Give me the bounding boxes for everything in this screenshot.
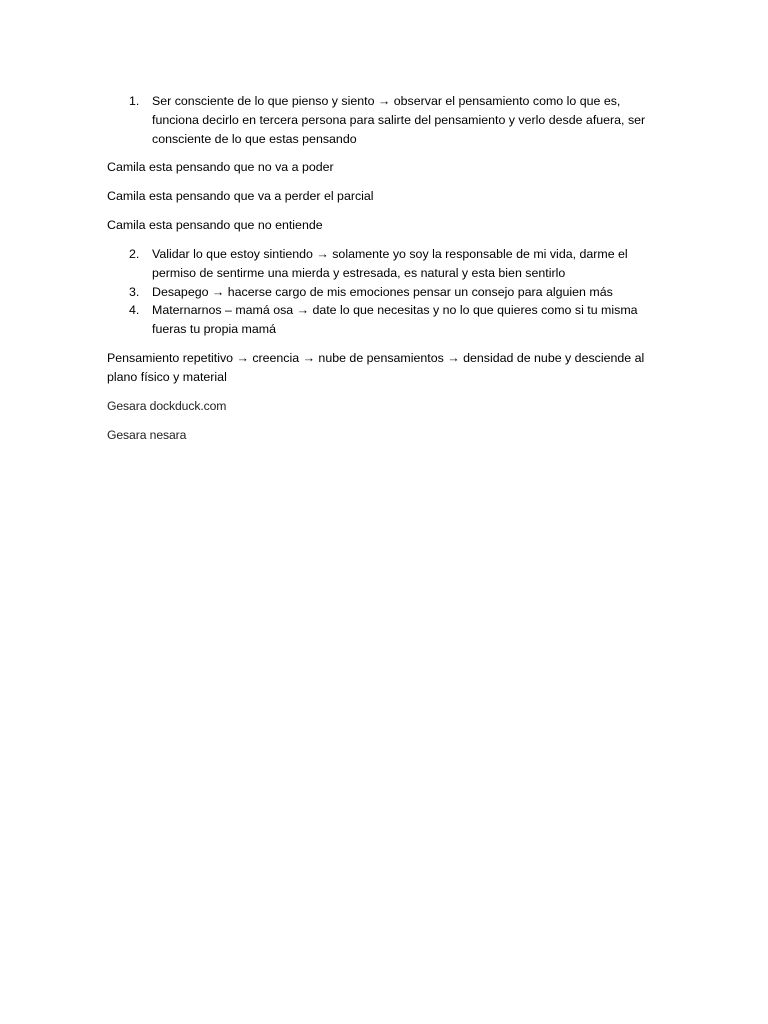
list-item-text: Desapego → hacerse cargo de mis emociones pensar un consejo para alguien más <box>152 284 613 299</box>
paragraph: Camila esta pensando que no va a poder <box>107 160 334 174</box>
list-number: 2. <box>129 247 140 261</box>
list-item-text: Ser consciente de lo que pienso y siento → observar el pensamiento como lo que es, funciona decirlo en tercera persona para salirte del pensamiento y verlo desde afuera, ser consciente de lo que estas pensando <box>152 94 646 146</box>
list-item <box>107 301 667 339</box>
list-number: 1. <box>129 94 140 108</box>
paragraph: Gesara dockduck.com <box>107 399 227 413</box>
list-item-text: Maternarnos – mamá osa → date lo que necesitas y no lo que quieres como si tu misma fueras tu propia mamá <box>152 303 638 337</box>
paragraph: Pensamiento repetitivo → creencia → nube de pensamientos → densidad de nube y desciende al plano físico y material <box>107 351 645 384</box>
list-item-text: Validar lo que estoy sintiendo → solamente yo soy la responsable de mi vida, darme el permiso de sentirme una mierda y estresada, es natural y esta bien sentirlo <box>152 247 628 280</box>
paragraph: Camila esta pensando que va a perder el parcial <box>107 189 374 203</box>
numbered-list-2 <box>107 245 667 339</box>
paragraph: Camila esta pensando que no entiende <box>107 218 323 232</box>
list-item <box>107 283 667 302</box>
list-item <box>107 92 667 148</box>
numbered-list-1 <box>107 92 667 148</box>
list-item <box>107 245 667 283</box>
list-number: 3. <box>129 284 140 299</box>
paragraph: Gesara nesara <box>107 428 187 442</box>
list-number: 4. <box>129 303 140 318</box>
